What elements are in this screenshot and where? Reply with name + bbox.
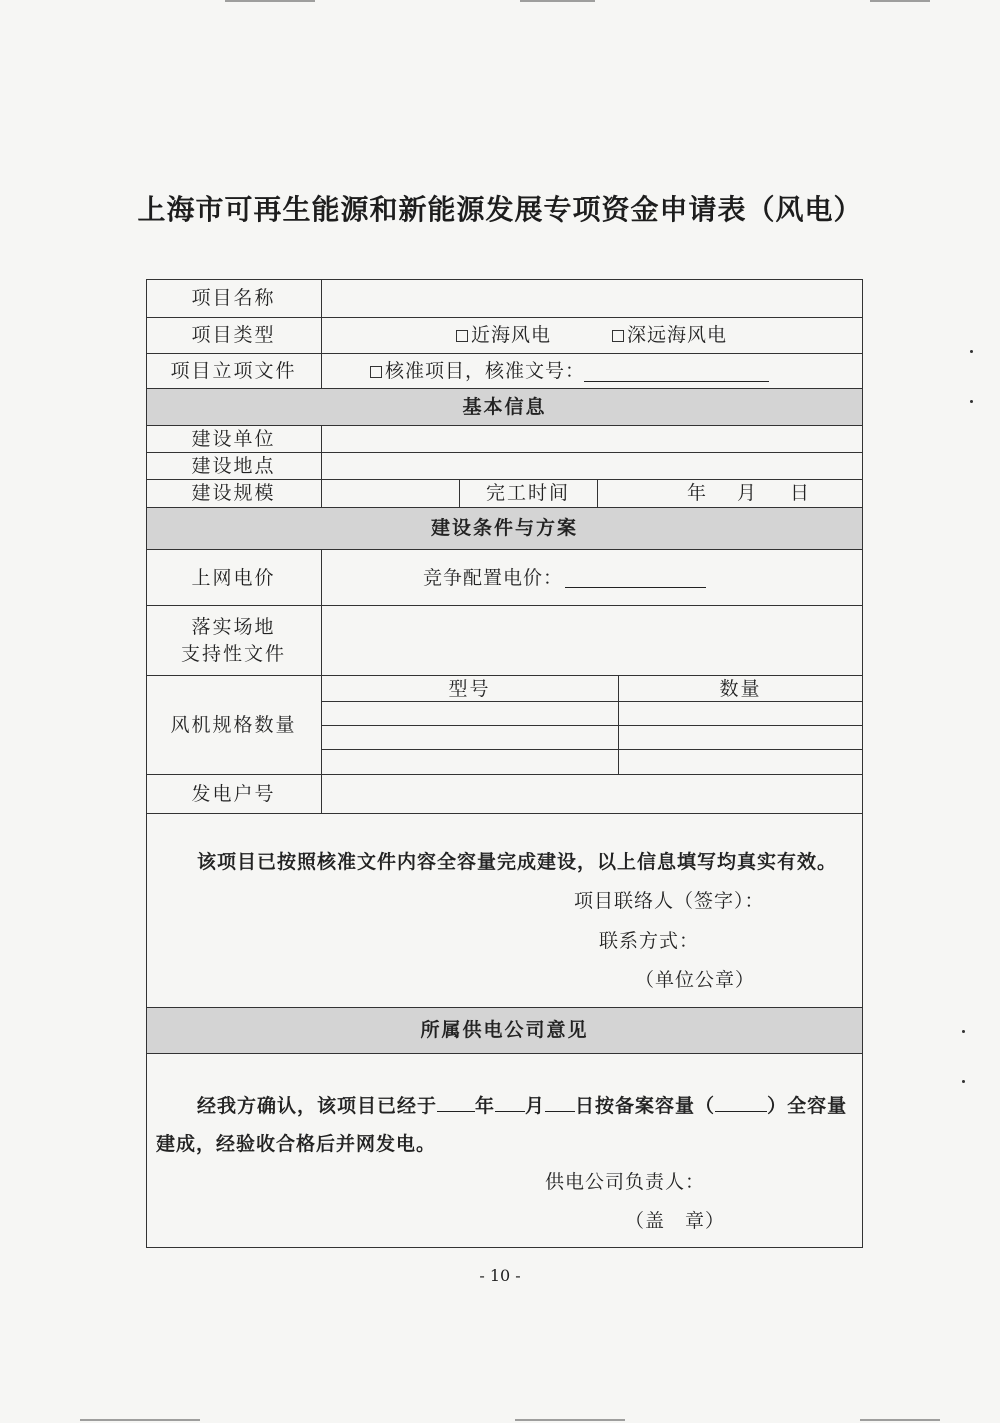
confirm-day-blank[interactable] bbox=[545, 1091, 575, 1112]
contact-person-label: 项目联络人（签字）： bbox=[574, 890, 765, 912]
confirm-year-blank[interactable] bbox=[437, 1091, 475, 1112]
scan-dot bbox=[962, 1080, 965, 1083]
checkbox-icon[interactable] bbox=[370, 366, 382, 378]
power-company-stamp: （盖 章） bbox=[625, 1210, 726, 1232]
quantity-header: 数量 bbox=[719, 678, 762, 700]
confirm-month-label: 月 bbox=[525, 1095, 546, 1117]
scan-mark bbox=[515, 1419, 625, 1421]
checkbox-icon[interactable] bbox=[456, 330, 468, 342]
turbine-spec-label: 风机规格数量 bbox=[170, 714, 297, 736]
row-line bbox=[146, 317, 863, 318]
row-line bbox=[146, 1053, 863, 1054]
power-company-header: 所属供电公司意见 bbox=[420, 1019, 589, 1041]
scan-mark bbox=[225, 0, 315, 2]
confirm-month-blank[interactable] bbox=[495, 1091, 525, 1112]
location-label: 建设地点 bbox=[191, 455, 276, 477]
basic-info-header: 基本信息 bbox=[462, 396, 547, 418]
capacity-blank[interactable] bbox=[715, 1091, 767, 1112]
unit-seal-label: （单位公章） bbox=[635, 969, 756, 991]
site-label-line2: 支持性文件 bbox=[180, 643, 286, 665]
scan-dot bbox=[970, 350, 973, 353]
checkbox-icon[interactable] bbox=[612, 330, 624, 342]
confirm-year-label: 年 bbox=[475, 1095, 496, 1117]
row-line bbox=[146, 813, 863, 814]
confirm-text-a: 经我方确认，该项目已经于 bbox=[197, 1095, 438, 1117]
account-number-field[interactable] bbox=[322, 775, 862, 813]
checkbox-deepsea-option[interactable] bbox=[612, 322, 727, 348]
approval-number-blank[interactable] bbox=[584, 381, 769, 382]
conditions-header: 建设条件与方案 bbox=[430, 517, 578, 539]
project-type-label: 项目类型 bbox=[191, 324, 276, 346]
scan-mark bbox=[80, 1419, 200, 1421]
confirm-text-b: 日按备案容量（ bbox=[575, 1095, 716, 1117]
completion-year: 年 bbox=[687, 482, 708, 504]
declaration-statement: 该项目已按照核准文件内容全容量完成建设，以上信息填写均真实有效。 bbox=[197, 851, 838, 873]
completion-day: 日 bbox=[790, 482, 811, 504]
scale-label: 建设规模 bbox=[191, 482, 276, 504]
project-name-field[interactable] bbox=[322, 280, 862, 317]
contact-method-label: 联系方式： bbox=[599, 930, 700, 952]
project-name-label: 项目名称 bbox=[191, 287, 276, 309]
power-company-responsible: 供电公司负责人： bbox=[545, 1171, 706, 1193]
row-line bbox=[146, 1007, 863, 1008]
model-header: 型号 bbox=[448, 678, 491, 700]
row-line bbox=[321, 725, 863, 726]
site-label-line1: 落实场地 bbox=[191, 616, 276, 638]
row-line bbox=[146, 353, 863, 354]
scale-field[interactable] bbox=[322, 480, 459, 507]
checkbox-nearshore-option[interactable] bbox=[456, 322, 551, 348]
grid-price-label: 上网电价 bbox=[191, 567, 276, 589]
approval-doc-option[interactable] bbox=[370, 358, 585, 384]
builder-field[interactable] bbox=[322, 426, 862, 452]
scan-mark bbox=[520, 0, 595, 2]
grid-price-text: 竞争配置电价： bbox=[423, 567, 564, 589]
row-line bbox=[321, 749, 863, 750]
confirm-line2: 建成，经验收合格后并网发电。 bbox=[156, 1133, 437, 1155]
grid-price-blank[interactable] bbox=[565, 587, 706, 588]
builder-label: 建设单位 bbox=[191, 428, 276, 450]
row-line bbox=[146, 549, 863, 550]
location-field[interactable] bbox=[322, 453, 862, 479]
completion-label: 完工时间 bbox=[485, 482, 570, 504]
deepsea-label: 深远海风电 bbox=[627, 324, 728, 346]
scan-mark bbox=[860, 1419, 940, 1421]
account-number-label: 发电户号 bbox=[191, 783, 276, 805]
site-documents-field[interactable] bbox=[322, 606, 862, 675]
scan-dot bbox=[970, 400, 973, 403]
row-line bbox=[146, 507, 863, 508]
page-number: - 10 - bbox=[479, 1266, 521, 1285]
confirm-line1 bbox=[197, 1091, 847, 1119]
completion-month: 月 bbox=[737, 482, 758, 504]
nearshore-label: 近海风电 bbox=[471, 324, 552, 346]
row-line bbox=[146, 388, 863, 389]
scan-dot bbox=[962, 1030, 965, 1033]
approval-doc-label: 项目立项文件 bbox=[170, 360, 297, 382]
form-title: 上海市可再生能源和新能源发展专项资金申请表（风电） bbox=[137, 193, 863, 226]
approval-doc-text: 核准项目，核准文号： bbox=[385, 360, 586, 382]
confirm-text-c: ）全容量 bbox=[767, 1095, 848, 1117]
scan-mark bbox=[870, 0, 930, 2]
col-line bbox=[597, 479, 598, 507]
